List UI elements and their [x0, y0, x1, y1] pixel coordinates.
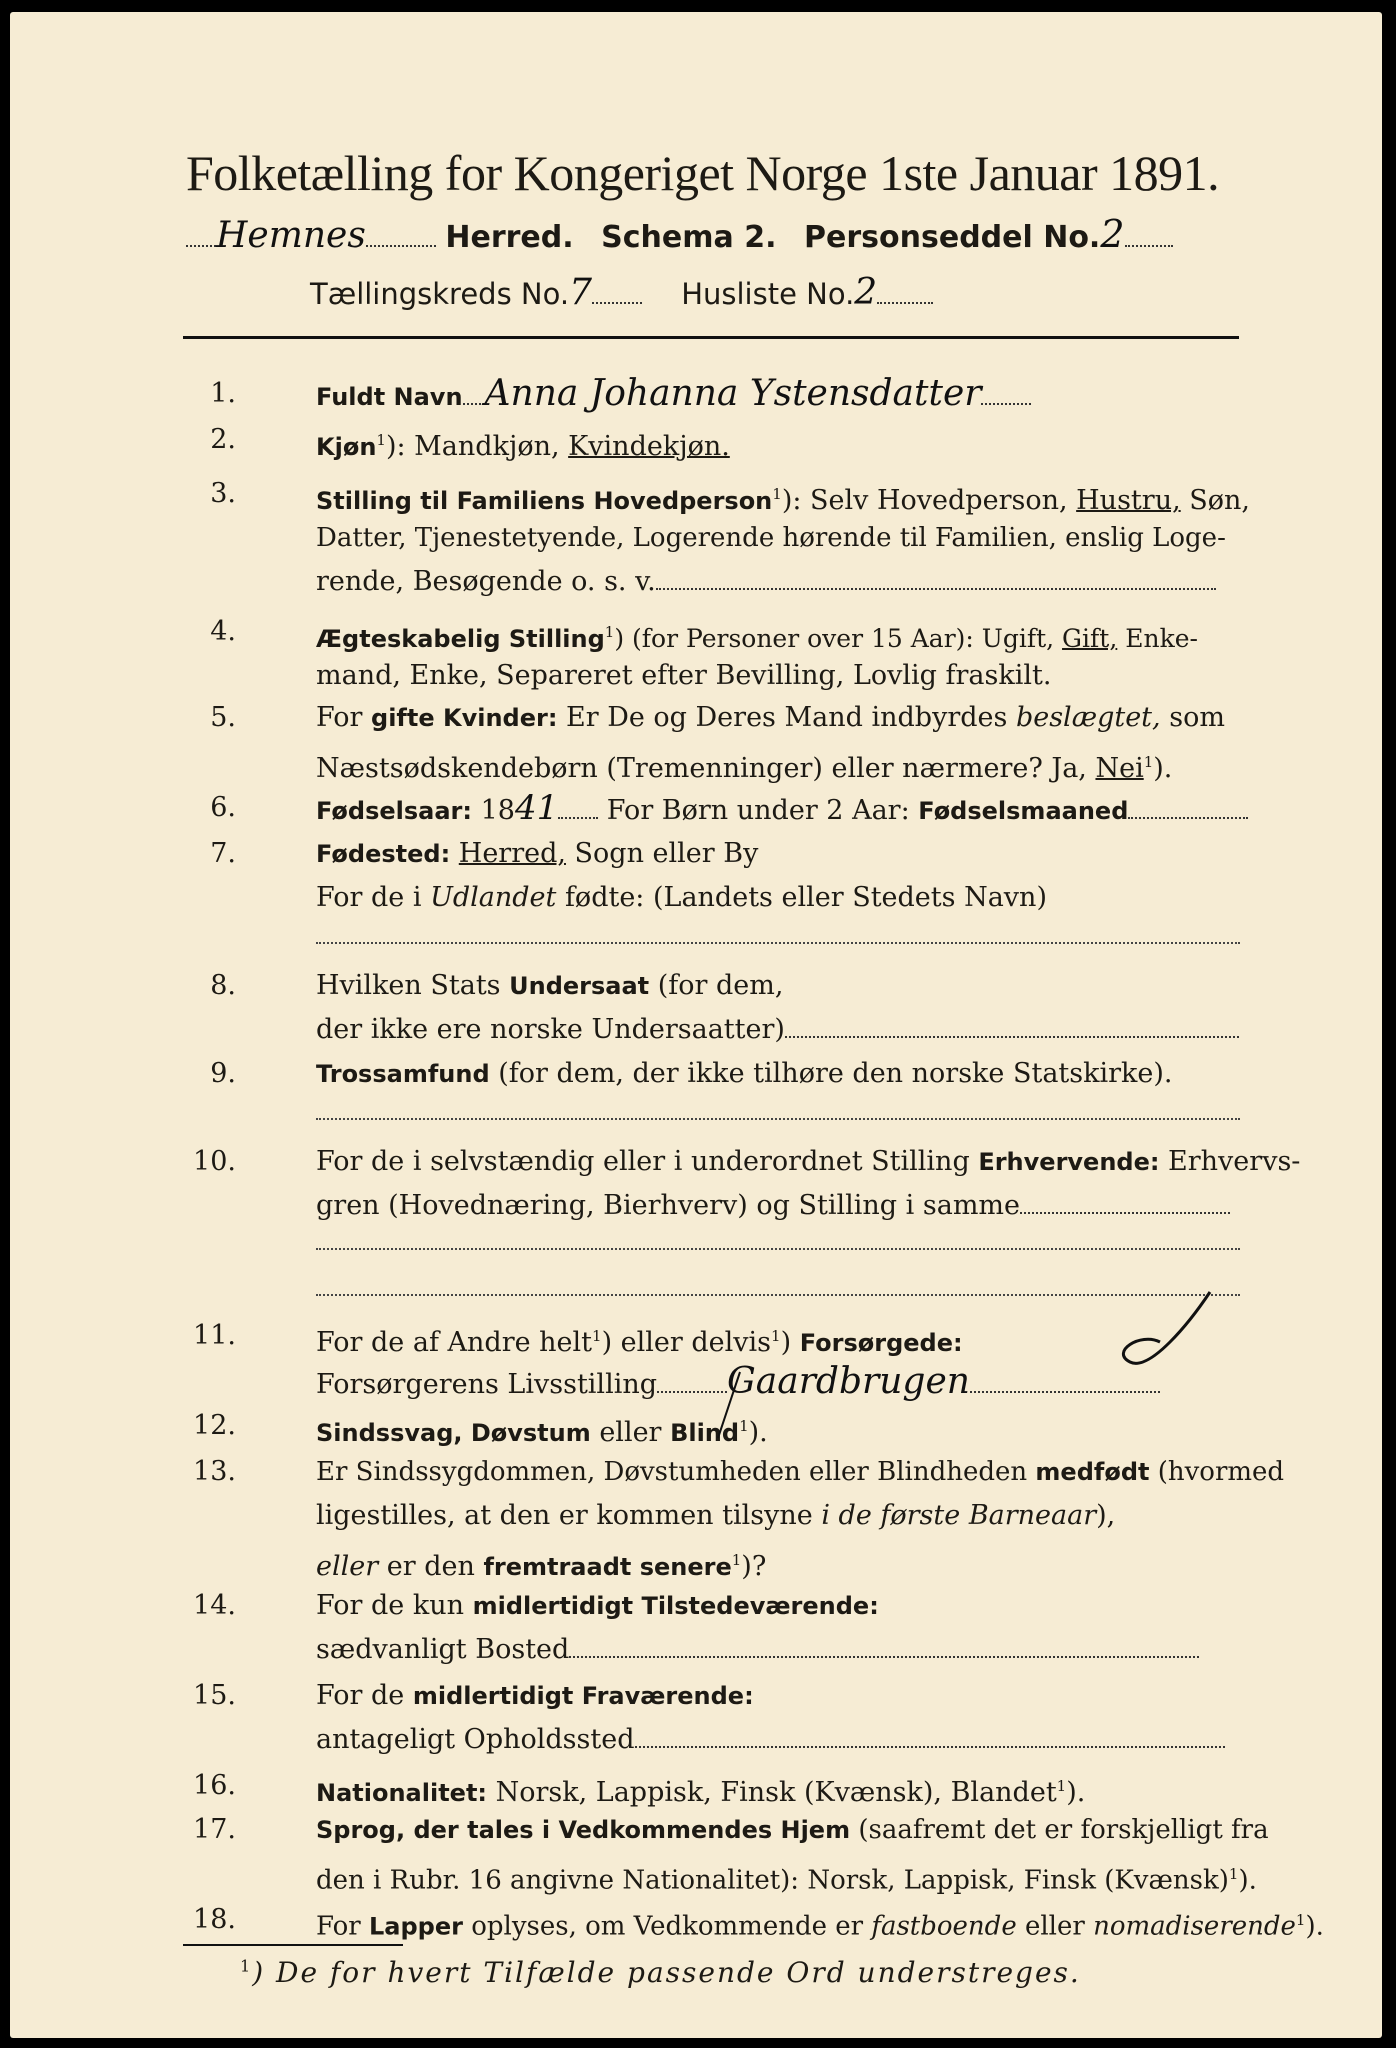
footnote-mark: 1 — [592, 1327, 602, 1345]
field-18-italic-1: fastboende — [871, 1911, 1017, 1942]
field-18-italic-2: nomadiserende — [1093, 1911, 1296, 1942]
herred-label: Herred. — [445, 220, 574, 255]
footnote-mark: 1 — [739, 1417, 749, 1435]
field-4-line-2: mand, Enke, Separeret efter Bevilling, Lovlig fraskilt. — [316, 660, 1052, 691]
field-9-text: (for dem, der ikke tilhøre den norske Statskirke). — [489, 1058, 1173, 1089]
footnote-mark: 1 — [1295, 1911, 1306, 1929]
field-10-blank-line-1 — [316, 1248, 1240, 1250]
field-3-number: 3. — [210, 478, 236, 509]
field-13-number: 13. — [193, 1456, 236, 1487]
field-8-number: 8. — [210, 970, 236, 1001]
field-13-text: Er Sindssygdommen, Døvstumheden eller Blindheden — [316, 1457, 1036, 1487]
field-4-text: ) (for Personer over 15 Aar): Ugift, — [614, 624, 1063, 653]
field-18-text: oplyses, om Vedkommende er — [462, 1911, 872, 1942]
field-15-prefix: For de — [316, 1680, 413, 1711]
provider-occupation-value: Gaardbrugen — [727, 1361, 970, 1402]
sex-selected: Kvindekjøn. — [568, 431, 730, 462]
schema-label: Schema 2. — [601, 220, 777, 255]
husliste-value: 2 — [854, 272, 878, 313]
field-16-text: Norsk, Lappisk, Finsk (Kvænsk), Blandet — [487, 1777, 1057, 1808]
full-name-value: Anna Johanna Ystensdatter — [484, 373, 982, 414]
position-selected: Hustru, — [1076, 485, 1181, 516]
birthplace-selected: Herred, — [458, 838, 566, 869]
personseddel-value: 2 — [1100, 212, 1125, 256]
field-14-line-2-text: sædvanligt Bosted — [316, 1634, 570, 1665]
field-13-line-2-italic: i de første Barneaar — [821, 1500, 1097, 1531]
field-14-prefix: For de kun — [316, 1590, 473, 1621]
field-18-text-2: eller — [1016, 1911, 1094, 1942]
field-17-number: 17. — [193, 1814, 236, 1845]
field-14-number: 14. — [193, 1590, 236, 1621]
footnote-rule — [183, 1944, 403, 1946]
field-8-prefix: Hvilken Stats — [316, 970, 510, 1001]
field-5-line-2 — [316, 742, 1172, 789]
field-7-blank-line — [316, 942, 1240, 944]
form-title: Folketælling for Kongeriget Norge 1ste Januar 1891. — [186, 145, 1220, 201]
field-1-label: Fuldt Navn — [316, 383, 463, 411]
footnote-mark: 1 — [376, 431, 386, 449]
field-13-line-2-text: ligestilles, at den er kommen tilsyne — [316, 1500, 822, 1531]
field-10-number: 10. — [193, 1146, 236, 1177]
field-2-options: ): Mandkjøn, — [385, 431, 569, 462]
field-7-space — [450, 838, 459, 869]
field-8-label: Undersaat — [509, 972, 650, 1000]
field-7-line-2-text: fødte: (Landets eller Stedets Navn) — [556, 882, 1047, 913]
field-3-line-2: Datter, Tjenestetyende, Logerende hørende til Familien, enslig Loge- — [316, 523, 1226, 553]
field-10-prefix: For de i selvstændig eller i underordnet Stilling — [316, 1146, 979, 1177]
field-5-prefix: For — [316, 702, 372, 733]
field-16-number: 16. — [193, 1770, 236, 1801]
field-11-line-2-text: Forsørgerens Livsstilling — [316, 1369, 658, 1400]
field-3-line-3-text: rende, Besøgende o. s. v. — [316, 566, 656, 597]
field-17-line-2: den i Rubr. 16 angivne Nationalitet): Norsk, Lappisk, Finsk (Kvænsk)$^1$). — [316, 1865, 1257, 1896]
field-3-label: Stilling til Familiens Hovedperson — [316, 487, 773, 515]
field-13-text-end: (hvormed — [1149, 1457, 1285, 1487]
herred-line — [186, 212, 1173, 256]
kreds-value: 7 — [569, 272, 592, 313]
field-12-text: eller — [590, 1417, 671, 1448]
field-13-line-2-close: ), — [1096, 1500, 1116, 1531]
kreds-label: Tællingskreds No. — [310, 277, 570, 311]
field-7-line-2-prefix: For de i — [316, 882, 431, 913]
field-8-text: (for dem, — [649, 970, 784, 1001]
field-11-number: 11. — [193, 1320, 236, 1351]
field-5-close: ). — [1153, 753, 1173, 784]
field-4-number: 4. — [210, 616, 236, 647]
field-3-text-end: Søn, — [1180, 485, 1250, 516]
field-7-text: Sogn eller By — [565, 838, 759, 869]
field-10-label: Erhvervende: — [978, 1148, 1160, 1176]
footnote — [240, 1956, 1081, 1989]
field-11-text: ) eller delvis — [601, 1327, 772, 1358]
field-14-label: midlertidigt Tilstedeværende: — [472, 1592, 879, 1620]
field-12-label: Sindssvag, Døvstum — [316, 1419, 591, 1447]
field-15-number: 15. — [193, 1680, 236, 1711]
field-15-line-2 — [316, 1720, 1225, 1760]
field-18-number: 18. — [193, 1904, 236, 1935]
field-7-line-2 — [316, 878, 1047, 918]
field-18-prefix: For — [316, 1911, 369, 1942]
field-14-line-2 — [316, 1630, 1199, 1670]
field-11-space: ) — [780, 1327, 800, 1358]
husliste-label: Husliste No. — [681, 277, 855, 311]
field-12-close: ). — [748, 1417, 768, 1448]
birth-year-value: 41 — [514, 788, 559, 828]
field-13-line-3 — [316, 1540, 766, 1587]
field-11-label: Forsørgede: — [799, 1329, 963, 1357]
field-13-line-3-label: fremtraadt senere — [483, 1553, 732, 1581]
field-13-line-3-close: )? — [741, 1551, 767, 1582]
field-6-label-2: Fødselsmaaned — [918, 797, 1129, 825]
related-selected: Nei — [1095, 753, 1144, 784]
field-13-line-3-italic: eller — [316, 1551, 379, 1582]
field-6-label: Fødselsaar: — [316, 797, 472, 825]
footnote-sup: 1 — [240, 1956, 253, 1976]
field-4-text-end: Enke- — [1117, 624, 1198, 653]
field-7-label: Fødested: — [316, 840, 451, 868]
field-18-close: ). — [1305, 1911, 1324, 1942]
personseddel-label: Personseddel No. — [804, 220, 1101, 255]
field-15-label: midlertidigt Fraværende: — [412, 1682, 754, 1710]
field-2-label: Kjøn — [316, 433, 377, 461]
field-9-number: 9. — [210, 1058, 236, 1089]
field-8-line-2-text: der ikke ere norske Undersaatter) — [316, 1014, 785, 1045]
field-9-blank-line — [316, 1118, 1240, 1120]
field-15-line-2-text: antageligt Opholdssted — [316, 1724, 635, 1755]
field-10-line-2-text: gren (Hovednæring, Bierhverv) og Stilling i samme — [316, 1190, 1021, 1221]
field-5-question: Næstsødskendebørn (Tremenninger) eller nærmere? Ja, — [316, 753, 1096, 784]
footnote-mark: 1 — [1143, 753, 1154, 771]
kreds-line — [310, 272, 933, 313]
field-11-prefix: For de af Andre helt — [316, 1327, 593, 1358]
field-12-number: 12. — [193, 1410, 236, 1441]
field-18-label: Lapper — [368, 1912, 463, 1941]
header-rule — [183, 336, 1239, 339]
marital-selected: Gift, — [1062, 624, 1118, 653]
field-17-text: (saafremt det er forskjelligt fra — [850, 1815, 1269, 1845]
field-7-number: 7. — [210, 838, 236, 869]
field-8-line-2 — [316, 1010, 1239, 1050]
herred-value: Hemnes — [216, 215, 366, 256]
field-17-line-2-text: den i Rubr. 16 angivne Nationalitet): Norsk, Lappisk, Finsk (Kvænsk) — [316, 1865, 1229, 1896]
field-5-text-end: som — [1160, 702, 1225, 733]
footnote-text: ) De for hvert Tilfælde passende Ord understreges. — [252, 1956, 1081, 1989]
field-6-number: 6. — [210, 792, 236, 823]
handwritten-mark — [1090, 1282, 1230, 1402]
field-5-label: gifte Kvinder: — [371, 704, 558, 732]
footnote-mark: 1 — [1228, 1865, 1239, 1883]
footnote-mark: 1 — [604, 623, 615, 641]
footnote-mark: 1 — [772, 485, 782, 503]
field-16-label: Nationalitet: — [316, 1779, 488, 1807]
field-3-line-3 — [316, 562, 1216, 602]
field-13-label: medfødt — [1035, 1458, 1150, 1486]
birth-year-prefix: 18 — [472, 795, 515, 826]
field-7-line-2-italic: Udlandet — [430, 882, 557, 913]
field-13-line-3-text: er den — [378, 1551, 484, 1582]
footnote-mark: 1 — [731, 1551, 742, 1569]
field-10-line-2 — [316, 1186, 1230, 1226]
field-5-number: 5. — [210, 702, 236, 733]
field-1-number: 1. — [210, 378, 236, 409]
field-3-text: ): Selv Hovedperson, — [781, 485, 1077, 516]
footnote-mark: 1 — [771, 1327, 781, 1345]
field-12-label-2: Blind — [670, 1419, 740, 1447]
census-form: Folketælling for Kongeriget Norge 1ste Januar 1891. Hemnes Herred. Schema 2. Personseddel No.2 Tællingskreds No.7 Husliste No.2 1. Fuldt Navn Anna Johanna Ystensdatter 2. Kjøn$^1$): Mandkjøn, Kvindekjøn. 3. Stilling til Familiens Hovedperson$^1$): Selv Hovedperson, Hustru, Søn, Datter, Tjenestetyende, Logerende hørende til Familien, enslig Loge- rende, Besøgende o. s. v. 4. Ægteskabelig Stilling$^1$) (for Personer over 15 Aar): Ugift, Gift, Enke- mand, Enke, Separeret efter Bevilling, Lovlig fraskilt. 5. For gifte Kvinder: Er De og Deres Mand indbyrdes beslægtet, som Næstsødskendebørn (Tremenninger) eller nærmere? Ja, Nei$^1$). 6. Fødselsaar: 1841 For Børn under 2 Aar: Fødselsmaaned 7. Fødested: Herred, Sogn eller By For de i Udlandet fødte: (Landets eller Stedets Navn) 8. Hvilken Stats Undersaat (for dem, der ikke ere norske Undersaatter) 9. Trossamfund (for dem, der ikke tilhøre den norske Statskirke). 10. For de i selvstændig eller i underordnet Stilling Erhvervende: Erhvervs- gren (Hovednæring, Bierhverv) og Stilling i samme 11. For de af Andre helt$^1$) eller delvis$^1$) Forsørgede: Forsørgerens Livsstilling Gaardbrugen 12. Sindssvag, Døvstum eller Blind$^1$). 13. Er Sindssygdommen, Døvstumheden eller Blindheden medfødt (hvormed ligestilles, at den er kommen tilsyne i de første Barneaar), eller er den fremtraadt senere$^1$)? 14. For de kun midlertidigt Tilstedeværende: sædvanligt Bosted 15. For de midlertidigt Fraværende: antageligt Opholdssted 16. Nationalitet: Norsk, Lappisk, Finsk (Kvænsk), Blandet$^1$). 17. Sprog, der tales i Vedkommendes Hjem (saafremt det er forskjelligt fra den i Rubr. 16 angivne Nationalitet): Norsk, Lappisk, Finsk (Kvænsk)$^1$). 18. For Lapper oplyses, om Vedkommende er fastboende eller nomadiserende$^1$). $^1$) De for hvert Tilfælde passende Ord understreges. — [10, 12, 1382, 2038]
field-17-label: Sprog, der tales i Vedkommendes Hjem — [316, 1816, 851, 1844]
field-13-line-2 — [316, 1496, 1115, 1536]
field-2-number: 2. — [210, 424, 236, 455]
field-4-label: Ægteskabelig Stilling — [316, 625, 605, 653]
field-5-italic: beslægtet, — [1015, 702, 1161, 733]
field-6-text: For Børn under 2 Aar: — [598, 795, 919, 826]
footnote-mark: 1 — [1056, 1777, 1067, 1795]
field-10-text: Erhvervs- — [1159, 1146, 1301, 1177]
field-5-text: Er De og Deres Mand indbyrdes — [557, 702, 1016, 733]
field-9-label: Trossamfund — [316, 1060, 490, 1088]
handwritten-stroke — [710, 1368, 750, 1448]
